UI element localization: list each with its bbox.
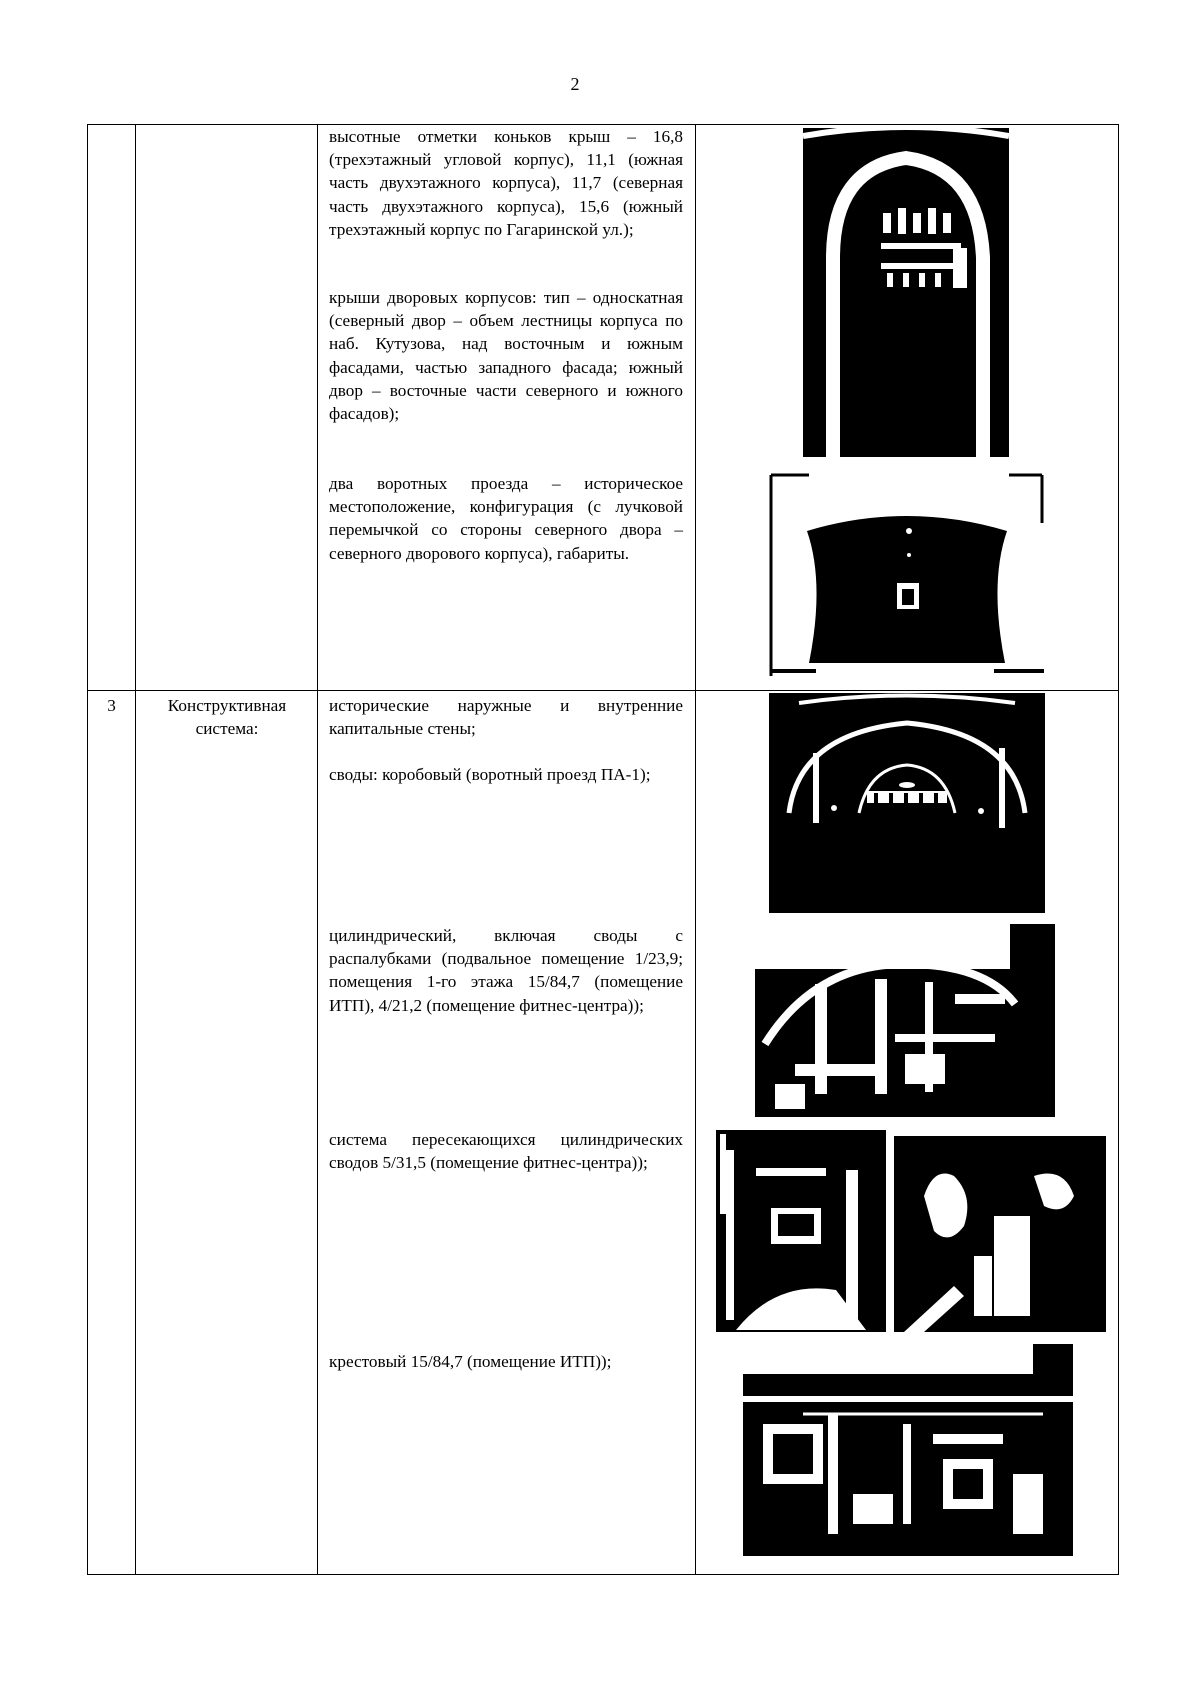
photo-arched-window — [803, 128, 1009, 457]
photo-cross-vault-itp — [743, 1344, 1073, 1556]
photo-itp-room — [755, 924, 1055, 1117]
row-name: Конструктивная система: — [167, 696, 287, 739]
item-basket-vault: своды: коробовый (воротный проезд ПА-1); — [329, 765, 651, 784]
row-number: 3 — [107, 696, 116, 715]
item-cylindrical-vault: цилиндрический, включая своды с распалубками (подвальное помещение 1/23,9; помещения 1-го этажа 15/84,7 (помещение ИТП), 4/21,2 (помещение фитнес-центра)); — [329, 926, 683, 1015]
page-number: 2 — [570, 74, 580, 94]
protection-subject-table — [87, 124, 1119, 1575]
item-cross-vault: крестовый 15/84,7 (помещение ИТП)); — [329, 1352, 612, 1371]
photo-basket-vault-passage — [769, 693, 1045, 913]
photo-fitness-corridor — [716, 1130, 886, 1332]
item-courtyard-roofs: крыши дворовых корпусов: тип – односкатная (северный двор – объем лестницы корпуса по наб. Кутузова, над восточным и южным фасадами, частью западного фасада; южный двор – восточные части северного и южного фасадов); — [329, 288, 683, 424]
item-capital-walls: исторические наружные и внутренние капитальные стены; — [329, 696, 683, 739]
item-intersecting-vaults: система пересекающихся цилиндрических сводов 5/31,5 (помещение фитнес-центра)); — [329, 1130, 683, 1173]
column-divider — [135, 125, 136, 1574]
item-gateway-passages: два воротных проезда – историческое местоположение, конфигурация (с лучковой перемычкой со стороны северного двора – северного дворового корпуса), габариты. — [329, 474, 683, 563]
item-roof-ridge-heights: высотные отметки коньков крыш – 16,8 (трехэтажный угловой корпус), 11,1 (южная часть двухэтажного корпуса), 11,7 (северная часть двухэтажного корпуса), 15,6 (южный трехэтажный корпус по Гагаринской ул.); — [329, 127, 683, 239]
row-divider — [88, 690, 1118, 691]
photo-fitness-column — [894, 1136, 1106, 1332]
column-divider — [695, 125, 696, 1574]
photo-gateway-vault — [769, 473, 1044, 676]
column-divider — [317, 125, 318, 1574]
